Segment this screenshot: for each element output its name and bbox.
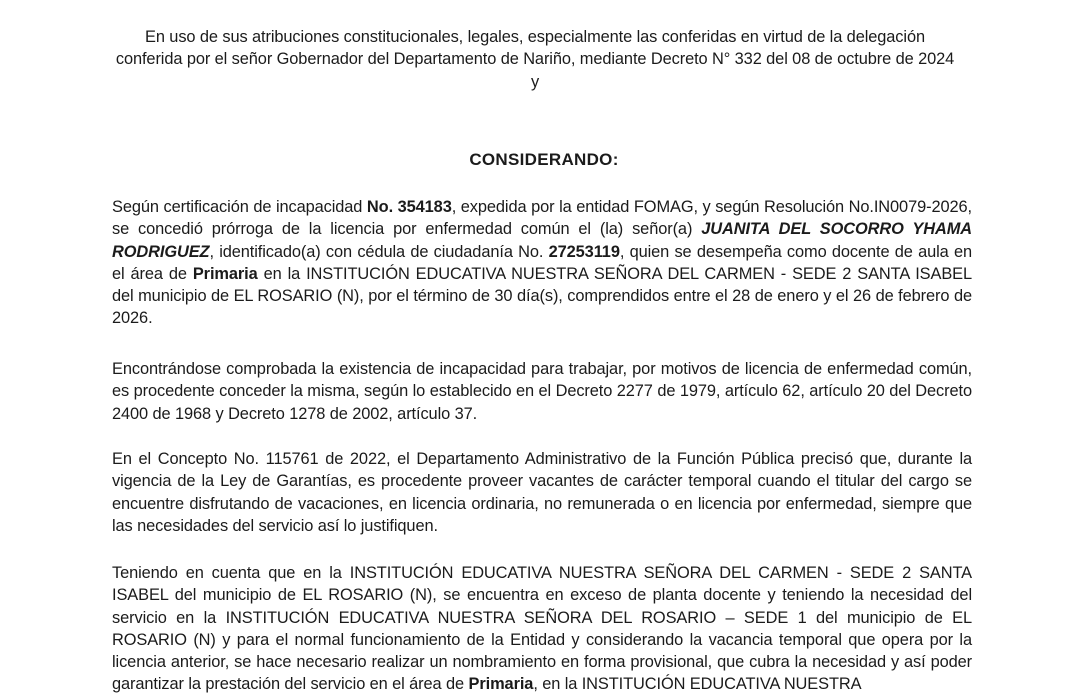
area-name: Primaria bbox=[192, 264, 258, 283]
p1-text-2: , expedida por la entidad FOMAG, y según Resolución No.IN0079-2026, se concedió prórroga de la licencia por enfermedad común el (la) señor(a) bbox=[112, 198, 972, 239]
p1-text-3: , identificado(a) con cédula de ciudadanía No. bbox=[209, 242, 549, 261]
paragraph-incapacity-certification bbox=[112, 196, 972, 330]
p1-text-1: Según certificación de incapacidad bbox=[112, 198, 367, 216]
p1-text-5: en la INSTITUCIÓN EDUCATIVA NUESTRA SEÑORA DEL CARMEN - SEDE 2 SANTA ISABEL del municipio de EL ROSARIO (N), por el término de 30 día(s), comprendidos entre el 28 de enero y el 26 de febrero de 2026. bbox=[112, 264, 973, 328]
certificate-number: No. 354183 bbox=[366, 198, 452, 216]
p4-text-1: Teniendo en cuenta que en la INSTITUCIÓN EDUCATIVA NUESTRA SEÑORA DEL CARMEN - SEDE 2 SANTA ISABEL del municipio de EL ROSARIO (N), se encuentra en exceso de planta docente y teniendo la necesidad del servicio en la INSTITUCIÓN EDUCATIVA NUESTRA SEÑORA DEL ROSARIO – SEDE 1 del municipio de EL ROSARIO (N) y para el normal funcionamiento de la Entidad y considerando la vacancia temporal que opera por la licencia anterior, se hace necesario realizar un nombramiento en forma provisional, que cubra la necesidad y así poder garantizar la prestación del servicio en el área de bbox=[112, 564, 972, 694]
paragraph-provisional-appointment bbox=[112, 562, 972, 696]
employee-name: JUANITA DEL SOCORRO YHAMA RODRIGUEZ bbox=[112, 220, 972, 261]
cedula-number: 27253119 bbox=[548, 242, 620, 261]
intro-paragraph: En uso de sus atribuciones constitucionales, legales, especialmente las conferidas en virtud de la delegación conferida por el señor Gobernador del Departamento de Nariño, mediante Decreto N° 332 del 08 de octubre de 2024 y bbox=[115, 28, 955, 91]
paragraph-incapacity-proven: Encontrándose comprobada la existencia de incapacidad para trabajar, por motivos de licencia de enfermedad común, es procedente conceder la misma, según lo establecido en el Decreto 2277 de 1979, artículo 62, artículo 20 del Decreto 2400 de 1968 y Decreto 1278 de 2002, artículo 37. bbox=[112, 360, 972, 423]
paragraph-concepto-funcion-publica: En el Concepto No. 115761 de 2022, el Departamento Administrativo de la Función Pública precisó que, durante la vigencia de la Ley de Garantías, es procedente proveer vacantes de carácter temporal cuando el titular del cargo se encuentre disfrutando de vacaciones, en licencia ordinaria, no remunerada o en licencia por enfermedad, siempre que las necesidades del servicio así lo justifiquen. bbox=[112, 450, 972, 535]
p1-text-4: , quien se desempeña como docente de aula en el área de bbox=[112, 242, 972, 283]
considerando-heading: CONSIDERANDO: bbox=[469, 150, 619, 169]
p4-text-2: , en la INSTITUCIÓN EDUCATIVA NUESTRA bbox=[533, 675, 862, 694]
p4-area-name: Primaria bbox=[468, 675, 534, 694]
